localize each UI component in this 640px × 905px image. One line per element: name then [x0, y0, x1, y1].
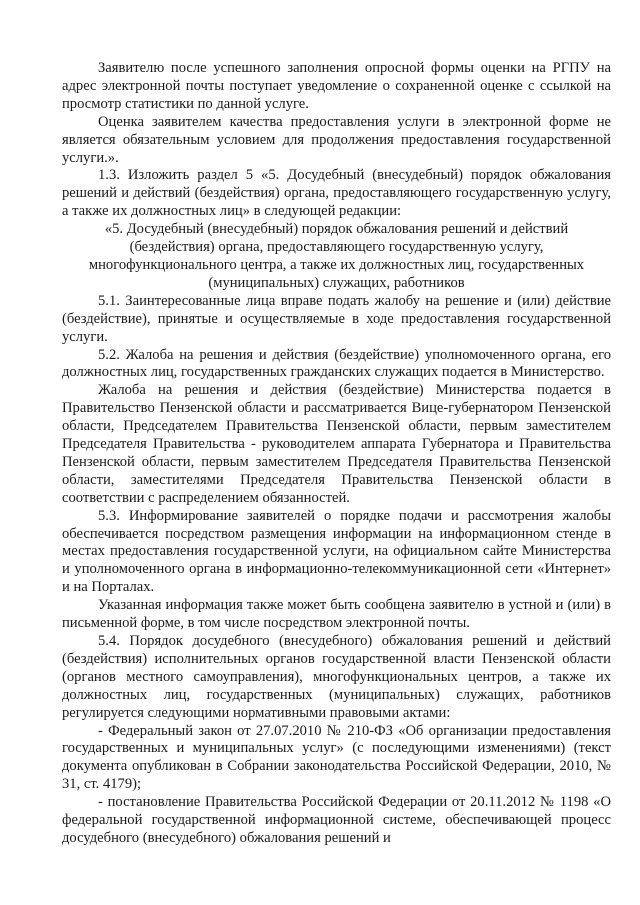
paragraph-info-oral-written: Указанная информация также может быть сообщена заявителю в устной и (или) в письменной форме, в том числе посредством электронной почты.: [62, 597, 611, 632]
document-page: [62, 60, 611, 848]
paragraph-5-1: 5.1. Заинтересованные лица вправе подать жалобу на решение и (или) действие (бездействие), принятые и осуществляемые в ходе предоставления государственной услуги.: [62, 292, 611, 345]
paragraph-5-2: 5.2. Жалоба на решения и действия (бездействие) уполномоченного органа, его должностных лиц, государственных гражданских служащих подается в Министерство.: [62, 346, 611, 381]
paragraph-rgpu-notification: Заявителю после успешного заполнения опросной формы оценки на РГПУ на адрес электронной почты поступает уведомление о сохраненной оценке с ссылкой на просмотр статистики по данной услуге.: [62, 60, 611, 112]
paragraph-5-3: 5.3. Информирование заявителей о порядке подачи и рассмотрения жалобы обеспечивается посредством размещения информации на информационном стенде в местах предоставления государственной услуги, на официальном сайте Министерства и уполномоченного органа в информационно-телекоммуникационной сети «Интернет» и на Порталах.: [62, 507, 611, 596]
paragraph-5-4: 5.4. Порядок досудебного (внесудебного) обжалования решений и действий (бездействия) исполнительных органов государственной власти Пензенской области (органов местного самоуправления), многофункциональных центров, а также их должностных лиц, государственных (муниципальных) служащих, работников регулируется следующими нормативными правовыми актами:: [62, 633, 611, 721]
section-5-heading: «5. Досудебный (внесудебный) порядок обжалования решений и действий (бездействия) органа, предоставляющего государственную услугу, многофункционального центра, а также их должностных лиц, государственных (муниципальных) служащих, работников: [88, 221, 585, 291]
paragraph-item-1-3: 1.3. Изложить раздел 5 «5. Досудебный (внесудебный) порядок обжалования решений и действий (бездействия) органа, предоставляющего государственную услугу, а также их должностных лиц» в следующей редакции:: [62, 167, 611, 220]
list-item-government-decree: - постановление Правительства Российской Федерации от 20.11.2012 № 1198 «О федеральной государственной информационной системе, обеспечивающей процесс досудебного (внесудебного) обжалования решений и: [62, 794, 611, 846]
list-item-federal-law: - Федеральный закон от 27.07.2010 № 210-ФЗ «Об организации предоставления государственных и муниципальных услуг» (с последующими изменениями) (текст документа опубликован в Собрании законодательства Российской Федерации, 2010, № 31, ст. 4179);: [62, 722, 611, 793]
paragraph-evaluation-optional: Оценка заявителем качества предоставления услуги в электронной форме не является обязательным условием для продолжения предоставления государственной услуги.».: [62, 113, 611, 166]
paragraph-ministry-complaint: Жалоба на решения и действия (бездействие) Министерства подается в Правительство Пензенской области и рассматривается Вице-губернатором Пензенской области, Председателем Правительства Пензенской области, первым заместителем Председателя Правительства - руководителем аппарата Губернатора и Правительства Пензенской области, первым заместителем Председателя Правительства Пензенской области, заместителями Председателя Правительства Пензенской области в соответствии с распределением обязанностей.: [62, 382, 611, 506]
